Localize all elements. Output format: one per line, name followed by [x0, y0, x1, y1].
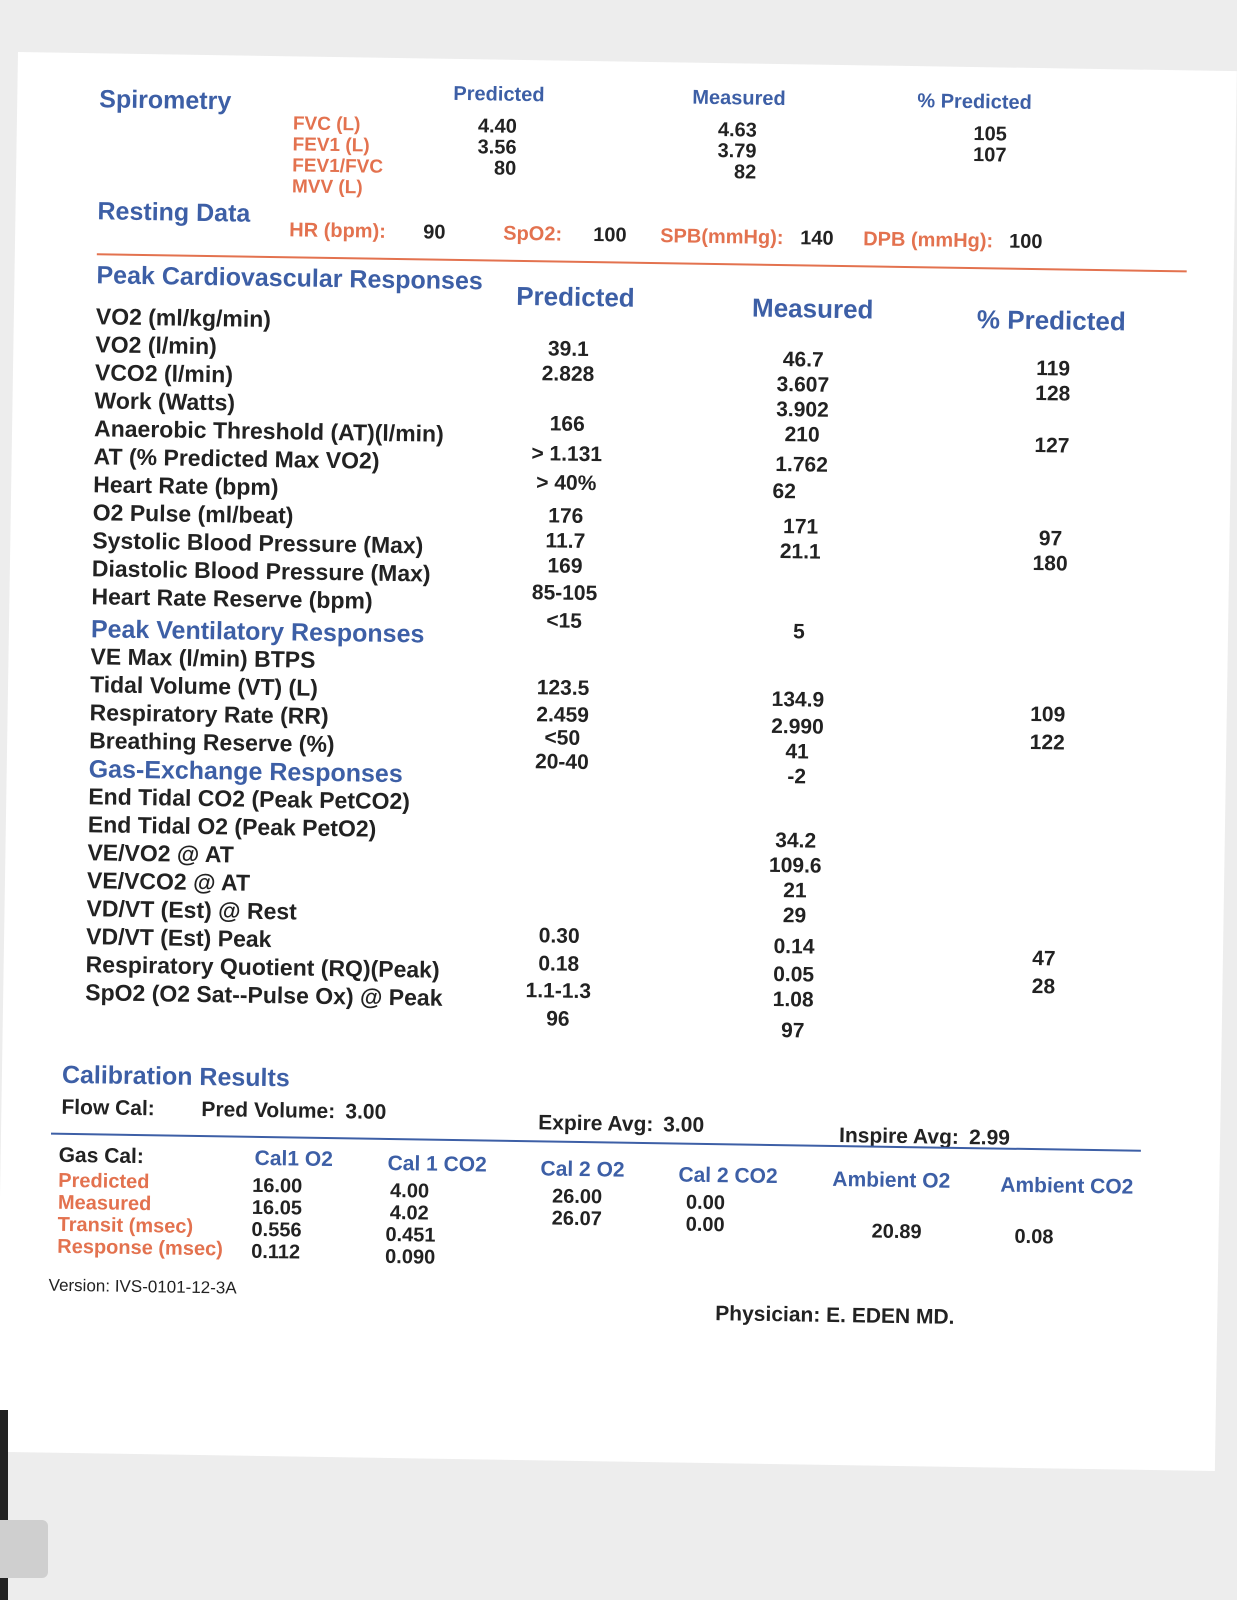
gas-cal-value: 16.05 — [251, 1196, 303, 1220]
gas-cal-column-header: Cal 2 O2 — [540, 1157, 625, 1182]
gas-exchange-predicted-value: 96 — [546, 1007, 570, 1031]
spirometry-pct-value: 107 — [972, 144, 1007, 167]
cardio-row-label: Heart Rate Reserve (bpm) — [91, 583, 373, 614]
inspire-avg-label: Inspire Avg: — [838, 1124, 960, 1149]
gas-exchange-measured-value: 21 — [783, 879, 807, 903]
gas-cal-column-header: Ambient CO2 — [1000, 1173, 1134, 1199]
resting-dpb-value: 100 — [1008, 230, 1043, 254]
gas-cal-column-header: Cal 2 CO2 — [678, 1163, 778, 1189]
gas-exchange-title: Gas-Exchange Responses — [88, 755, 403, 789]
gas-cal-value: 4.02 — [389, 1201, 429, 1225]
gas-cal-value: 16.00 — [252, 1174, 303, 1198]
cardio-row-label: VO2 (l/min) — [95, 331, 218, 360]
cardio-title: Peak Cardiovascular Responses — [96, 261, 483, 296]
resting-dpb-label: DPB (mmHg): — [862, 228, 994, 253]
expire-avg-value: 3.00 — [663, 1113, 705, 1137]
gas-exchange-measured-value: 1.08 — [772, 987, 814, 1012]
gas-cal-value: 26.00 — [551, 1185, 603, 1209]
spirometry-measured-value: 82 — [733, 161, 757, 184]
gas-exchange-row-label: End Tidal CO2 (Peak PetCO2) — [88, 783, 411, 815]
inspire-avg-value: 2.99 — [968, 1126, 1011, 1150]
spirometry-predicted-value: 3.56 — [477, 136, 517, 159]
spirometry-row-label: FVC (L) — [292, 113, 361, 136]
cardio-measured-value: 3.902 — [776, 397, 829, 422]
resting-data-title: Resting Data — [97, 197, 251, 228]
gas-exchange-measured-value: 29 — [782, 904, 807, 928]
ventilatory-measured-value: -2 — [787, 765, 807, 789]
cardio-row-label: Work (Watts) — [94, 387, 236, 416]
gas-exchange-row-label: VD/VT (Est) Peak — [85, 923, 272, 953]
gas-cal-column-header: Cal1 O2 — [254, 1146, 334, 1172]
gas-exchange-row-label: VD/VT (Est) @ Rest — [86, 895, 298, 925]
ventilatory-measured-value: 134.9 — [771, 687, 825, 712]
gas-cal-value: 0.112 — [251, 1240, 301, 1264]
flow-cal-label: Flow Cal: — [61, 1095, 155, 1121]
cardio-predicted-value: 169 — [547, 554, 583, 578]
spirometry-title: Spirometry — [99, 85, 232, 116]
cardio-predicted-value: 85-105 — [531, 581, 598, 606]
cardio-predicted-value: 176 — [548, 504, 584, 528]
gas-cal-value: 26.07 — [551, 1207, 602, 1231]
cardio-measured-value: 3.607 — [776, 372, 830, 397]
gas-cal-value: 4.00 — [389, 1179, 430, 1203]
cardio-predicted-value: > 1.131 — [531, 442, 603, 467]
gas-exchange-measured-value: 97 — [780, 1019, 805, 1043]
cardio-row-label: Systolic Blood Pressure (Max) — [92, 527, 424, 559]
gas-exchange-predicted-value: 0.30 — [538, 924, 580, 948]
cardio-predicted-header: Predicted — [515, 280, 635, 313]
ventilatory-row-label: Respiratory Rate (RR) — [89, 699, 329, 729]
ventilatory-row-label: Breathing Reserve (%) — [88, 727, 335, 758]
gas-exchange-row-label: End Tidal O2 (Peak PetO2) — [87, 811, 377, 842]
pred-volume-label: Pred Volume: — [201, 1098, 336, 1124]
physician-text: Physician: E. EDEN MD. — [715, 1302, 955, 1329]
version-text: Version: IVS-0101-12-3A — [48, 1275, 237, 1298]
cardio-row-label: Heart Rate (bpm) — [93, 471, 279, 501]
gas-cal-row-label: Response (msec) — [57, 1235, 224, 1261]
spirometry-pct-value: 105 — [973, 123, 1007, 146]
cardio-pct-value: 97 — [1038, 527, 1063, 551]
gas-exchange-row-label: SpO2 (O2 Sat--Pulse Ox) @ Peak — [85, 979, 443, 1011]
cardio-row-label: Diastolic Blood Pressure (Max) — [91, 555, 431, 587]
gas-cal-value: 0.08 — [1014, 1225, 1054, 1249]
cardio-measured-value: 21.1 — [779, 540, 821, 564]
gas-exchange-row-label: Respiratory Quotient (RQ)(Peak) — [85, 951, 440, 983]
cardio-measured-value: 46.7 — [782, 348, 824, 372]
gas-exchange-predicted-value: 0.18 — [538, 952, 580, 976]
cardio-measured-value: 171 — [782, 515, 819, 539]
gas-cal-label: Gas Cal: — [58, 1143, 145, 1169]
gas-cal-row-label: Predicted — [58, 1169, 150, 1194]
cardio-row-label: AT (% Predicted Max VO2) — [93, 443, 380, 474]
ventilatory-predicted-value: 123.5 — [536, 676, 590, 701]
gas-cal-column-header: Cal 1 CO2 — [387, 1151, 487, 1177]
gas-cal-value: 0.556 — [251, 1218, 302, 1242]
expire-avg-label: Expire Avg: — [538, 1111, 654, 1137]
gas-exchange-measured-value: 0.14 — [773, 934, 815, 959]
spirometry-measured-header: Measured — [692, 86, 786, 111]
spirometry-measured-value: 4.63 — [717, 119, 758, 142]
pred-volume-value: 3.00 — [345, 1100, 387, 1124]
cardio-predicted-value: 39.1 — [547, 337, 590, 362]
cardio-predicted-value: 166 — [549, 412, 585, 436]
ventilatory-predicted-value: 2.459 — [536, 703, 590, 728]
gas-cal-value: 0.451 — [385, 1223, 436, 1247]
cardio-pct-value: 127 — [1034, 434, 1070, 458]
cardio-row-label: VCO2 (l/min) — [94, 359, 234, 388]
cardio-predicted-value: > 40% — [536, 471, 597, 496]
cardio-predicted-value: <15 — [546, 609, 583, 633]
gas-cal-value: 20.89 — [871, 1220, 922, 1244]
gas-exchange-pct-value: 28 — [1031, 975, 1056, 999]
ventilatory-title: Peak Ventilatory Responses — [90, 615, 425, 649]
ventilatory-pct-value: 109 — [1030, 702, 1066, 727]
ventilatory-row-label: Tidal Volume (VT) (L) — [89, 671, 319, 701]
gas-cal-row-label: Transit (msec) — [57, 1213, 194, 1238]
spirometry-predicted-value: 80 — [493, 157, 517, 180]
cardio-measured-header: Measured — [751, 292, 874, 325]
spirometry-predicted-value: 4.40 — [477, 115, 518, 138]
spirometry-row-label: FEV1 (L) — [292, 134, 370, 157]
ventilatory-row-label: VE Max (l/min) BTPS — [90, 643, 316, 673]
resting-hr-label: HR (bpm): — [289, 219, 387, 243]
gas-exchange-measured-value: 34.2 — [775, 828, 817, 853]
resting-hr-value: 90 — [423, 221, 446, 244]
cardio-pct-header: % Predicted — [976, 304, 1126, 337]
resting-spb-value: 140 — [799, 227, 834, 250]
spirometry-measured-value: 3.79 — [717, 140, 757, 163]
cardio-measured-value: 62 — [772, 479, 797, 504]
gas-cal-row-label: Measured — [57, 1191, 152, 1216]
gas-exchange-pct-value: 47 — [1032, 947, 1056, 971]
ventilatory-measured-value: 41 — [785, 740, 809, 764]
gas-cal-value: 0.00 — [685, 1191, 726, 1215]
cardio-pct-value: 180 — [1032, 552, 1068, 576]
gas-exchange-predicted-value: 1.1-1.3 — [525, 979, 592, 1004]
cardio-predicted-value: 2.828 — [541, 362, 595, 387]
spirometry-row-label: MVV (L) — [291, 176, 363, 199]
gas-cal-value: 0.090 — [384, 1245, 436, 1269]
cardio-row-label: O2 Pulse (ml/beat) — [92, 499, 294, 529]
ventilatory-predicted-value: <50 — [544, 726, 581, 750]
binder-clip — [0, 1520, 48, 1578]
ventilatory-measured-value: 2.990 — [771, 714, 824, 739]
cardio-pct-value: 119 — [1036, 357, 1071, 381]
cardio-measured-value: 5 — [792, 620, 806, 644]
cardio-pct-value: 128 — [1035, 382, 1071, 406]
ventilatory-predicted-value: 20-40 — [534, 750, 589, 775]
ventilatory-pct-value: 122 — [1029, 730, 1065, 755]
resting-spb-label: SPB(mmHg): — [660, 225, 784, 250]
gas-exchange-row-label: VE/VO2 @ AT — [87, 839, 235, 868]
gas-cal-value: 0.00 — [685, 1213, 725, 1237]
spirometry-pct-header: % Predicted — [917, 90, 1032, 114]
gas-cal-column-header: Ambient O2 — [832, 1167, 951, 1193]
report-page — [0, 52, 1237, 1471]
cardio-measured-value: 210 — [784, 423, 820, 447]
gas-exchange-row-label: VE/VCO2 @ AT — [86, 867, 251, 896]
resting-spo2-label: SpO2: — [503, 222, 563, 246]
gas-exchange-measured-value: 109.6 — [768, 853, 822, 878]
resting-spo2-value: 100 — [593, 224, 627, 247]
calibration-title: Calibration Results — [61, 1060, 290, 1093]
spirometry-predicted-header: Predicted — [453, 82, 545, 107]
gas-exchange-measured-value: 0.05 — [772, 962, 815, 987]
cardio-row-label: Anaerobic Threshold (AT)(l/min) — [93, 415, 444, 447]
cardio-row-label: VO2 (ml/kg/min) — [95, 303, 272, 333]
cardio-predicted-value: 11.7 — [545, 529, 586, 553]
spirometry-row-label: FEV1/FVC — [292, 155, 384, 178]
cardio-measured-value: 1.762 — [775, 452, 829, 477]
